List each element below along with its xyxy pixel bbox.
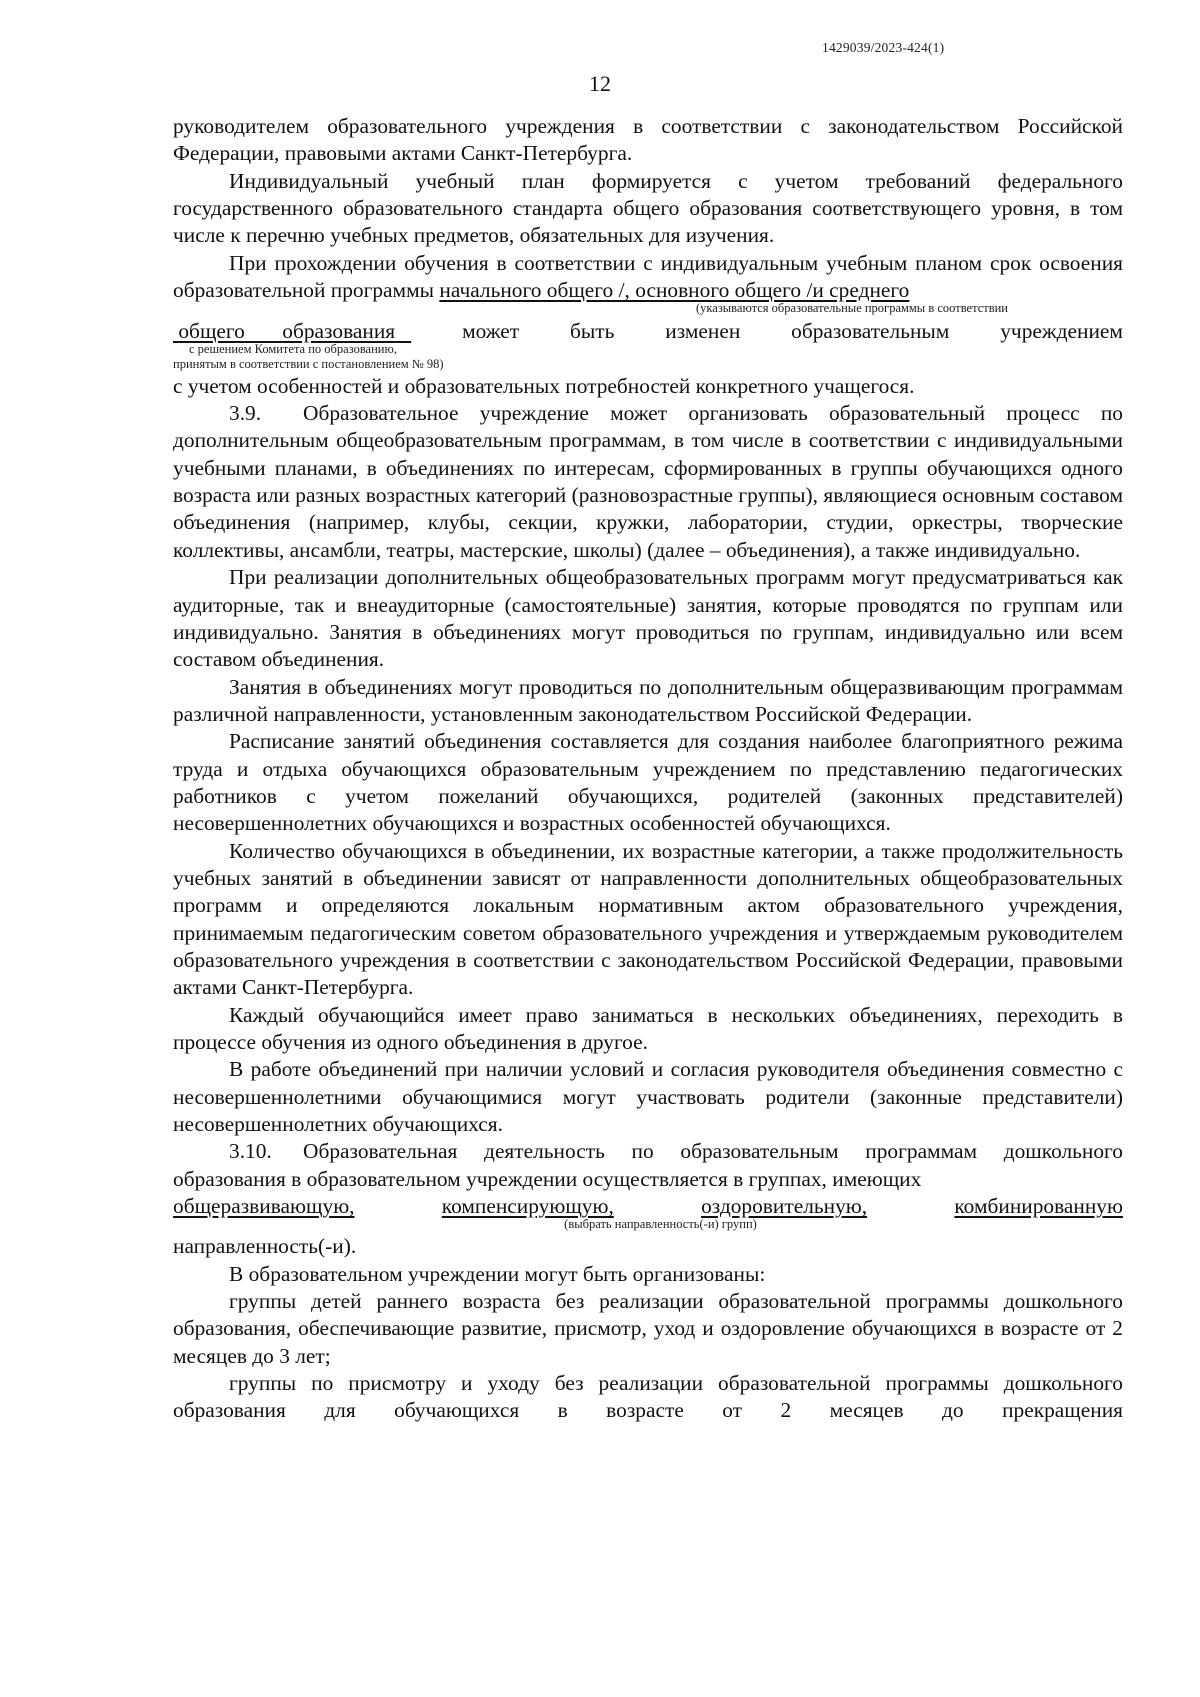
word: учреждением: [1000, 319, 1123, 344]
paragraph: В работе объединений при наличии условий и согласия руководителя объединения совместно с несовершеннолетними обучающимися могут участвовать родители (законные представители) несовершеннолетних обучающихся.: [173, 1057, 1123, 1137]
paragraph: с учетом особенностей и образовательных потребностей конкретного учащегося.: [173, 373, 915, 398]
word: образовательным: [791, 319, 950, 344]
clause-3-10: [173, 1138, 1123, 1193]
paragraph: При реализации дополнительных общеобразовательных программ могут предусматриваться как аудиторные, так и внеаудиторные (самостоятельные) занятия, которые проводятся по группам или индивидуально. Занятия в объединениях могут проводиться по группам, индивидуально или всем составом объединения.: [173, 565, 1123, 672]
paragraph-text: Образовательная деятельность по образовательным программам дошкольного образования в образовательном учреждении осуществляется в группах, имеющих: [173, 1139, 1123, 1191]
paragraph: Индивидуальный учебный план формируется с учетом требований федерального государственного образовательного стандарта общего образования соответствующего уровня, в том числе к перечню учебных предметов, обязательных для изучения.: [173, 168, 1123, 248]
list-item: группы по присмотру и уходу без реализации образовательной программы дошкольного образования для обучающихся в возрасте от 2 месяцев до прекращения: [173, 1371, 1123, 1423]
fill-in-hint: [173, 342, 1123, 372]
underlined-fill-in: начального общего /, основного общего /и среднего: [439, 278, 910, 303]
clause-3-9: [173, 400, 1123, 564]
paragraph: [173, 250, 1123, 305]
word: может: [462, 319, 520, 344]
paragraph: Расписание занятий объединения составляется для создания наиболее благоприятного режима труда и отдыха обучающихся образовательным учреждением по представлению педагогических работников с учетом пожеланий обучающихся, родителей (законных представителей) несовершеннолетних обучающихся и возрастных особенностей обучающихся.: [173, 729, 1123, 836]
page-number: 12: [589, 71, 611, 96]
fill-in-hint: (указываются образовательные программы в соответствии: [696, 301, 1008, 316]
paragraph-text: При прохождении обучения в соответствии с индивидуальным учебным планом срок освоения образовательной программы: [173, 250, 1123, 303]
underlined-word: общего: [178, 319, 245, 344]
paragraph: Занятия в объединениях могут проводиться по дополнительным общеразвивающим программам различной направленности, установленным законодательством Российской Федерации.: [173, 674, 1123, 726]
fill-in-hint-line: принятым в соответствии с постановлением № 98): [173, 356, 444, 371]
list-item: группы детей раннего возраста без реализации образовательной программы дошкольного образования, обеспечивающие развитие, присмотр, уход и оздоровление обучающихся в возрасте от 2 месяцев до 3 лет;: [173, 1289, 1123, 1368]
underlined-word: оздоровительную,: [701, 1194, 868, 1219]
paragraph: руководителем образовательного учреждения в соответствии с законодательством Российской Федерации, правовыми актами Санкт-Петербурга.: [173, 114, 1123, 166]
underlined-word: компенсирующую,: [441, 1194, 614, 1219]
underlined-word: общеразвивающую,: [173, 1194, 355, 1219]
fill-in-hint-line: с решением Комитета по образованию,: [189, 341, 397, 356]
word: изменен: [665, 319, 741, 344]
clause-number: 3.10.: [229, 1139, 272, 1164]
spread-line: [173, 1193, 1123, 1220]
underlined-word: комбинированную: [954, 1194, 1123, 1219]
paragraph: В образовательном учреждении могут быть организованы:: [229, 1261, 766, 1286]
underlined-word: образования: [282, 319, 396, 344]
fill-in-hint: (выбрать направленность(-и) групп): [564, 1217, 757, 1232]
document-body: [173, 113, 1123, 1425]
word: быть: [570, 319, 615, 344]
paragraph-text: Образовательное учреждение может организовать образовательный процесс по дополнительным общеобразовательным программам, в том числе в соответствии с индивидуальными учебными планами, в объединениях по интересам, сформированных в группы обучающихся одного возраста или разных возрастных категорий (разновозрастные группы), являющиеся основным составом объединения (например, клубы, секции, кружки, лаборатории, студии, оркестры, творческие коллективы, ансамбли, театры, мастерские, школы) (далее – объединения), а также индивидуально.: [173, 401, 1123, 562]
paragraph: Каждый обучающийся имеет право заниматься в нескольких объединениях, переходить в процессе обучения из одного объединения в другое.: [173, 1002, 1123, 1054]
document-number: 1429039/2023-424(1): [822, 40, 945, 55]
paragraph: Количество обучающихся в объединении, их возрастные категории, а также продолжительность учебных занятий в объединении зависят от направленности дополнительных общеобразовательных программ и определяются локальным нормативным актом образовательного учреждения, принимаемым педагогическим советом образовательного учреждения и утверждаемым руководителем образовательного учреждения в соответствии с законодательством Российской Федерации, правовыми актами Санкт-Петербурга.: [173, 838, 1123, 1000]
clause-number: 3.9.: [229, 401, 262, 426]
paragraph: направленность(-и).: [173, 1234, 357, 1259]
